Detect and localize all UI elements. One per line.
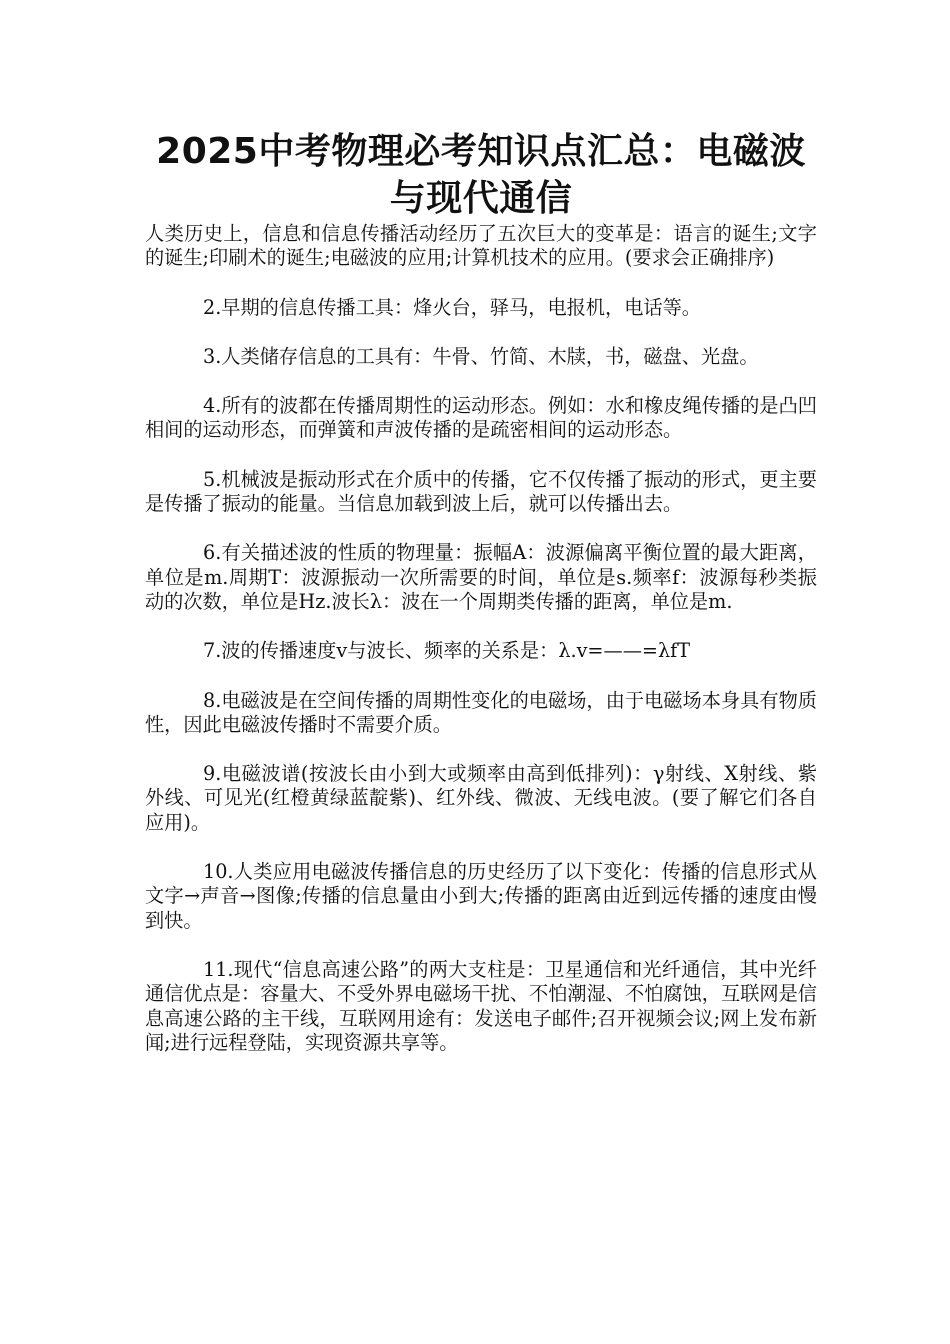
document-page: [145, 128, 817, 1055]
point-7-paragraph: 7.波的传播速度v与波长、频率的关系是：λ.v=——=λfT: [203, 639, 691, 663]
point-4-paragraph: 4.所有的波都在传播周期性的运动形态。例如：水和橡皮绳传播的是凸凹相间的运动形态，而弹簧和声波传播的是疏密相间的运动形态。: [145, 394, 817, 442]
point-9-paragraph: 9.电磁波谱(按波长由小到大或频率由高到低排列)：γ射线、X射线、紫外线、可见光(红橙黄绿蓝靛紫)、红外线、微波、无线电波。(要了解它们各自应用)。: [145, 762, 817, 834]
point-2-paragraph: 2.早期的信息传播工具：烽火台，驿马，电报机，电话等。: [203, 295, 701, 319]
point-11-paragraph: 11.现代“信息高速公路”的两大支柱是：卫星通信和光纤通信，其中光纤通信优点是：容量大、不受外界电磁场干扰、不怕潮湿、不怕腐蚀，互联网是信息高速公路的主干线，互联网用途有：发送电子邮件;召开视频会议;网上发布新闻;进行远程登陆，实现资源共享等。: [145, 957, 817, 1054]
point-6-paragraph: 6.有关描述波的性质的物理量：振幅A：波源偏离平衡位置的最大距离，单位是m.周期T：波源振动一次所需要的时间，单位是s.频率f：波源每秒类振动的次数，单位是Hz.波长λ：波在一个周期类传播的距离，单位是m.: [145, 541, 817, 613]
point-5-paragraph: 5.机械波是振动形式在介质中的传播，它不仅传播了振动的形式，更主要是传播了振动的能量。当信息加载到波上后，就可以传播出去。: [145, 467, 817, 516]
intro-paragraph: 人类历史上，信息和信息传播活动经历了五次巨大的变革是：语言的诞生;文字的诞生;印刷术的诞生;电磁波的应用;计算机技术的应用。(要求会正确排序): [145, 222, 817, 270]
point-3-paragraph: 3.人类储存信息的工具有：牛骨、竹简、木牍，书，磁盘、光盘。: [203, 344, 759, 368]
document-title: 2025中考物理必考知识点汇总：电磁波与现代通信: [156, 131, 806, 219]
point-8-paragraph: 8.电磁波是在空间传播的周期性变化的电磁场，由于电磁场本身具有物质性，因此电磁波传播时不需要介质。: [145, 688, 817, 736]
point-10-paragraph: 10.人类应用电磁波传播信息的历史经历了以下变化：传播的信息形式从文字→声音→图像;传播的信息量由小到大;传播的距离由近到远传播的速度由慢到快。: [145, 860, 817, 932]
